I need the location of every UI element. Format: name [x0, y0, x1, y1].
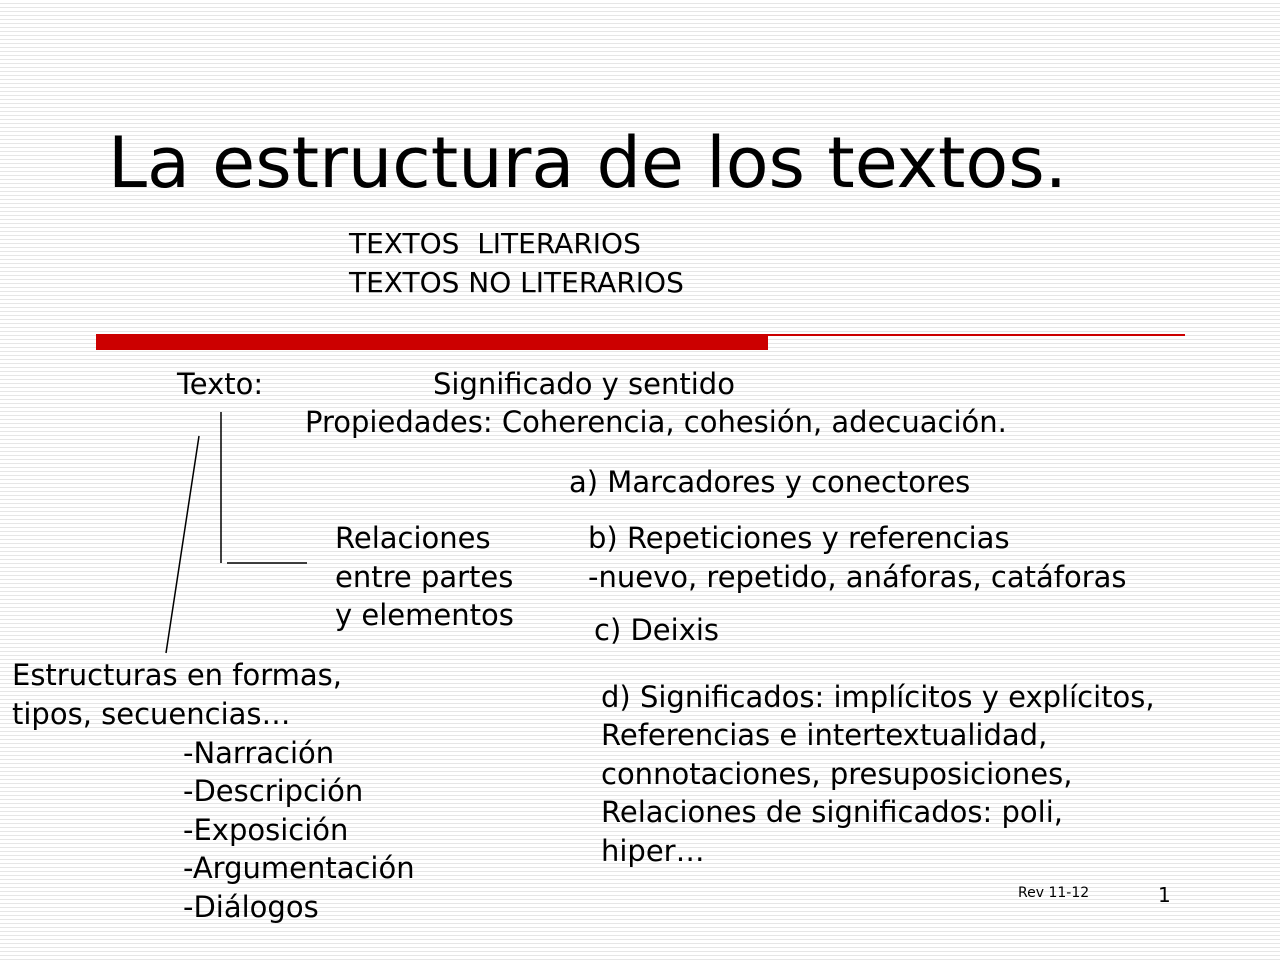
estructuras-line-2: tipos, secuencias… — [12, 697, 291, 731]
relaciones-line-1: Relaciones — [335, 521, 491, 555]
relaciones-line-3: y elementos — [335, 598, 514, 632]
tipo-argumentacion: -Argumentación — [183, 851, 415, 885]
significados-line-5: hiper… — [601, 834, 705, 868]
tipo-narracion: -Narración — [183, 736, 335, 770]
deixis-text: c) Deixis — [594, 613, 720, 647]
relaciones-line-2: entre partes — [335, 560, 514, 594]
slide-title: La estructura de los textos. — [108, 122, 1067, 204]
estructuras-line-1: Estructuras en formas, — [12, 658, 342, 692]
significados-line-2: Referencias e intertextualidad, — [601, 718, 1048, 752]
tipo-exposicion: -Exposición — [183, 813, 349, 847]
page-number: 1 — [1158, 883, 1171, 907]
diagonal-connector — [166, 436, 199, 653]
nuevo-text: -nuevo, repetido, anáforas, catáforas — [588, 560, 1127, 594]
red-divider-line — [768, 334, 1185, 336]
revision-label: Rev 11-12 — [1018, 885, 1090, 901]
marcadores-text: a) Marcadores y conectores — [569, 465, 971, 499]
subtitle-literarios: TEXTOS LITERARIOS — [349, 227, 641, 260]
subtitle-no-literarios: TEXTOS NO LITERARIOS — [349, 266, 684, 299]
significados-line-4: Relaciones de significados: poli, — [601, 795, 1064, 829]
tipo-dialogos: -Diálogos — [183, 890, 319, 924]
texto-label: Texto: — [177, 367, 264, 401]
tipo-descripcion: -Descripción — [183, 774, 364, 808]
propiedades-text: Propiedades: Coherencia, cohesión, adecuación. — [305, 405, 1007, 439]
red-divider-bar — [96, 334, 768, 350]
significados-line-1: d) Significados: implícitos y explícitos, — [601, 680, 1155, 714]
significados-line-3: connotaciones, presuposiciones, — [601, 757, 1073, 791]
repeticiones-text: b) Repeticiones y referencias — [588, 521, 1010, 555]
significado-text: Significado y sentido — [433, 367, 735, 401]
